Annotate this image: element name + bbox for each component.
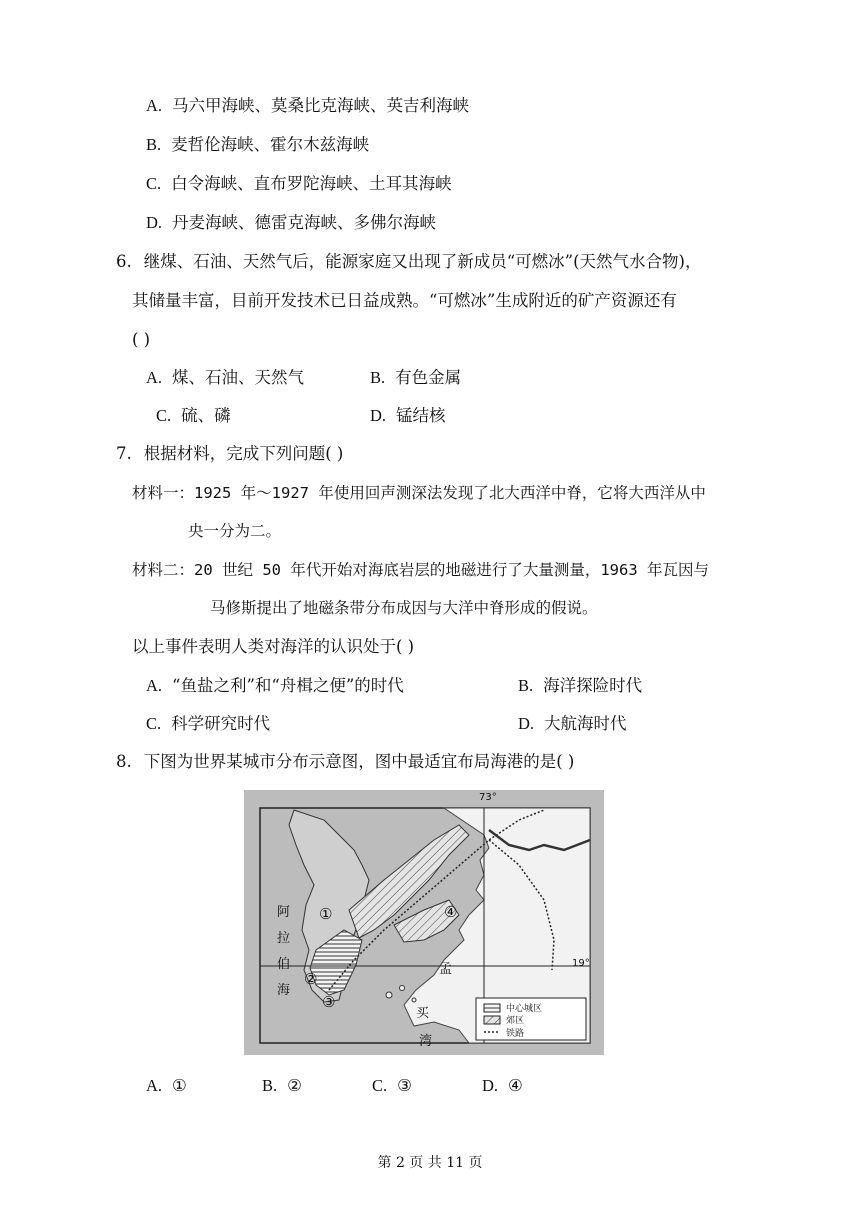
option-text: 有色金属: [395, 368, 462, 387]
legend-swatch-suburb: [484, 1016, 500, 1024]
option-text: 麦哲伦海峡、霍尔木兹海峡: [171, 135, 370, 154]
question-text: 根据材料，完成下列问题( ): [143, 444, 344, 463]
option-text: 马六甲海峡、莫桑比克海峡、英吉利海峡: [172, 96, 470, 115]
q6-stem-line1: [116, 252, 702, 272]
city-distribution-map: [244, 790, 604, 1055]
question-text: 继煤、石油、天然气后，能源家庭又出现了新成员“可燃冰”(天然气水合物)，: [143, 252, 702, 271]
sea-label-char: 阿: [277, 905, 291, 920]
option-label: B.: [370, 368, 386, 387]
q6-option-c: [156, 406, 231, 426]
marker-1: ①: [319, 905, 333, 923]
option-label: C.: [146, 714, 162, 733]
q7-stem: [116, 444, 343, 464]
q5-option-a: [146, 96, 469, 116]
legend-suburb-label: 郊区: [506, 1016, 525, 1026]
q7-option-d: [518, 714, 627, 734]
option-label: B.: [262, 1076, 278, 1095]
option-text: 科学研究时代: [171, 714, 271, 733]
q7-material-2-line1: 材料二：20 世纪 50 年代开始对海底岩层的地磁进行了大量测量，1963 年瓦因与: [132, 561, 709, 579]
sea-label-char: 伯: [277, 957, 291, 972]
option-label: C.: [156, 406, 172, 425]
option-label: C.: [372, 1076, 388, 1095]
q8-option-a: [146, 1076, 187, 1096]
option-label: B.: [518, 676, 534, 695]
arabian-sea-label: [277, 900, 291, 1004]
q5-option-c: [146, 174, 452, 194]
q6-answer-blank: ( ): [132, 330, 151, 349]
q6-option-d: [370, 406, 446, 426]
sea-label-char: 海: [277, 983, 291, 998]
marker-4: ④: [444, 903, 458, 921]
q7-material-1-line2: 央一分为二。: [188, 522, 282, 540]
option-label: C.: [146, 174, 162, 193]
q7-material-1-line1: 材料一：1925 年～1927 年使用回声测深法发现了北大西洋中脊，它将大西洋从中: [132, 484, 706, 502]
latitude-label: 19°: [572, 958, 590, 969]
option-text: ①: [172, 1076, 187, 1095]
option-text: 煤、石油、天然气: [172, 368, 305, 387]
q5-option-b: [146, 135, 369, 155]
bay-label-char: 湾: [419, 1034, 433, 1049]
option-text: ②: [287, 1076, 302, 1095]
bay-label-char: 买: [416, 1006, 430, 1021]
bay-islet: [400, 986, 405, 991]
q7-option-c: [146, 714, 270, 734]
option-label: D.: [370, 406, 387, 425]
option-label: A.: [146, 368, 163, 387]
option-label: A.: [146, 1076, 163, 1095]
question-number: 7.: [116, 444, 132, 463]
q7-question: 以上事件表明人类对海洋的认识处于( ): [132, 637, 415, 656]
option-text: 丹麦海峡、德雷克海峡、多佛尔海峡: [172, 213, 437, 232]
option-label: A.: [146, 96, 163, 115]
q8-option-b: [262, 1076, 302, 1096]
option-text: 硫、磷: [181, 406, 231, 425]
q6-stem-line2: 其储量丰富，目前开发技术已日益成熟。“可燃冰”生成附近的矿产资源还有: [132, 291, 677, 310]
option-label: D.: [482, 1076, 499, 1095]
q7-option-b: [518, 676, 642, 696]
sea-label-char: 拉: [277, 931, 291, 946]
marker-2: ②: [304, 970, 318, 988]
q8-option-d: [482, 1076, 523, 1096]
option-label: D.: [518, 714, 535, 733]
option-text: ③: [397, 1076, 412, 1095]
q7-material-2-line2: 马修斯提出了地磁条带分布成因与大洋中脊形成的假说。: [210, 599, 598, 617]
option-text: 大航海时代: [544, 714, 627, 733]
bay-islet: [386, 992, 392, 998]
question-number: 8.: [116, 752, 132, 771]
option-label: B.: [146, 135, 162, 154]
option-text: 锰结核: [396, 406, 446, 425]
legend-swatch-central: [484, 1004, 500, 1012]
marker-3: ③: [322, 993, 336, 1011]
page-footer: 第 2 页 共 11 页: [377, 1155, 483, 1171]
q5-option-d: [146, 213, 436, 233]
option-label: D.: [146, 213, 163, 232]
option-text: ④: [508, 1076, 523, 1095]
option-text: “鱼盐之利”和“舟楫之便”的时代: [172, 676, 404, 695]
option-label: A.: [146, 676, 163, 695]
legend-central-label: 中心城区: [506, 1004, 543, 1014]
q7-option-a: [146, 676, 404, 696]
bay-label-char: 孟: [439, 962, 453, 977]
option-text: 海洋探险时代: [543, 676, 643, 695]
option-text: 白令海峡、直布罗陀海峡、土耳其海峡: [171, 174, 452, 193]
longitude-label: 73°: [479, 792, 497, 803]
legend-railway-label: 铁路: [506, 1029, 525, 1039]
q8-option-c: [372, 1076, 412, 1096]
question-text: 下图为世界某城市分布示意图，图中最适宜布局海港的是( ): [143, 752, 575, 771]
q6-option-a: [146, 368, 304, 388]
q6-option-b: [370, 368, 461, 388]
question-number: 6.: [116, 252, 132, 271]
q8-stem: [116, 752, 574, 772]
